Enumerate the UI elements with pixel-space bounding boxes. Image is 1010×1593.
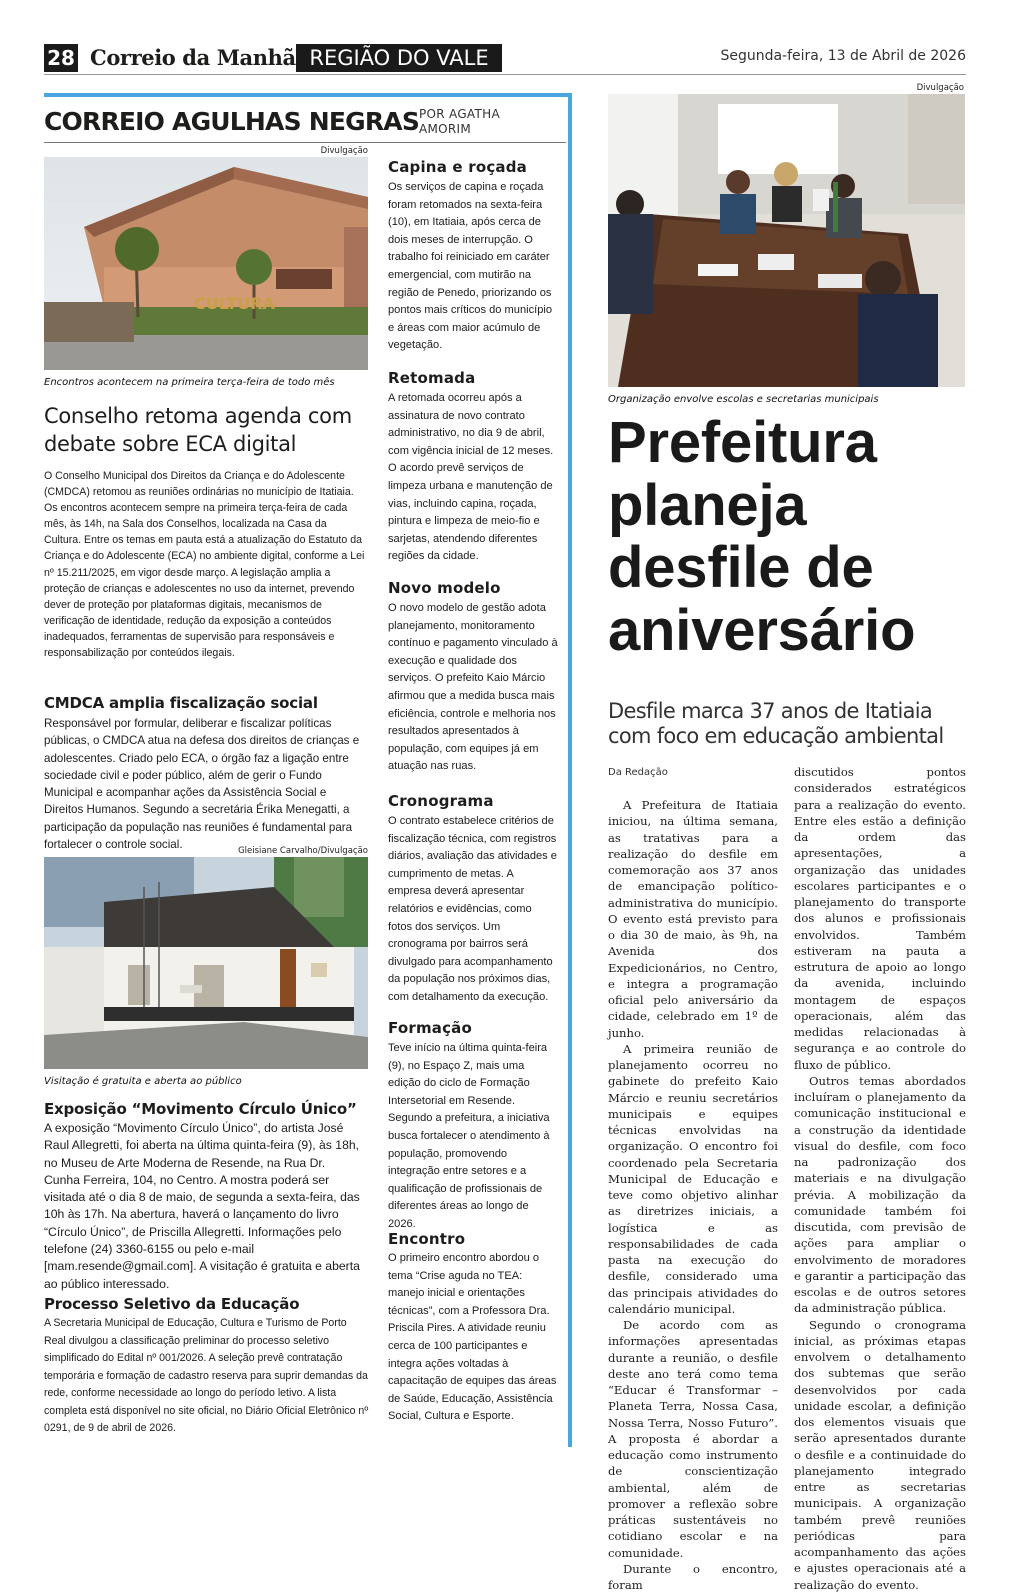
brief-title: Encontro [388,1230,466,1248]
article-body: A exposição “Movimento Círculo Único”, do artista José Raul Allegretti, foi aberta na última quinta-feira (9), às 18h, no Museu de Arte Moderna de Resende, na Rua Dr. Cunha Ferreira, 104, no Centro. A mostra poderá ser visitada até o dia 8 de maio, de segunda a sexta-feira, das 10h às 17h. Na abertura, haverá o lançamento do livro “Círculo Único”, de Priscilla Allegretti. Informações pelo telefone (24) 3360-6155 ou pelo e-mail [mam.resende@gmail.com]. A visitação é gratuita e aberta ao público interessado. [44,1121,360,1291]
brief-body: O contrato estabelece critérios de fiscalização técnica, com registros diários, avaliação das atividades e cumprimento de metas. A empresa deverá apresentar relatórios e evidências, como fotos dos serviços. Um cronograma por bairros será divulgado para acompanhamento da população nos próximos dias, com detalhamento da execução. [388,815,557,1003]
newspaper-name: Correio da Manhã [90,45,296,70]
article-title: Exposição “Movimento Círculo Único” [44,1100,357,1118]
header-divider [44,74,966,75]
brief-body: Os serviços de capina e roçada foram retomados na sexta-feira (10), em Itatiaia, após cerca de dois meses de interrupção. O trabalho foi reiniciado em caráter emergencial, com mutirão na região de Penedo, priorizando os pontos mais críticos do município e áreas com maior acúmulo de vegetação. [388,181,553,352]
issue-date: Segunda-feira, 13 de Abril de 2026 [720,48,966,64]
column-side-bar [568,93,572,1447]
photo-caption: Organização envolve escolas e secretarias municipais [608,394,879,405]
brief-title: Novo modelo [388,579,501,597]
photo-credit: Divulgação [320,146,368,156]
museum-photo [44,857,368,1069]
photo-credit: Divulgação [916,83,964,93]
article-body: O Conselho Municipal dos Direitos da Criança e do Adolescente (CMDCA) retomou as reuniões ordinárias no município de Itatiaia. Os encontros acontecem sempre na primeira terça-feira de cada mês, às 14h, na Sala dos Conselhos, localizada na Casa da Cultura. Entre os temas em pauta está a atualização do Estatuto da Criança e do Adolescente (ECA) no ambiente digital, conforme a Lei nº 15.211/2025, em vigor desde março. A legislação amplia a proteção de crianças e adolescentes no uso da internet, prevendo dever de proteção por plataformas digitais, mecanismos de verificação de identidade, redução da exposição a conteúdos inadequados, ferramentas de supervisão para responsáveis e responsabilização por conteúdos ilegais. [44,470,365,660]
column-top-bar [44,93,572,97]
main-body-col1: A Prefeitura de Itatiaia iniciou, na última semana, as tratativas para a realização do desfile em comemoração aos 37 anos de emancipação político-administrativa do município. O evento está previsto para o dia 30 de maio, às 9h, na Avenida dos Expedicionários, no Centro, e integra a programação oficial pelo aniversário da cidade, celebrado em 1º de junho. A primeira reunião de planejamento ocorreu no gabinete do prefeito Kaio Márcio e reuniu secretários municipais e equipes técnicas envolvidas na organização. O encontro foi coordenado pela Secretaria Municipal de Educação e teve como objetivo alinhar as diretrizes iniciais, a logística e as responsabilidades de cada pasta na execução do desfile, considerado uma das principais atividades do calendário municipal. De acordo com as informações apresentadas durante a reunião, o desfile deste ano terá como tema “Educar é Transformar – Planeta Terra, Nossa Casa, Nossa Terra, Nosso Futuro”. A proposta é abordar a educação como instrumento de conscientização ambiental, além de promover a reflexão sobre práticas sustentáveis no cotidiano escolar e na comunidade. Durante o encontro, foram [608,798,778,1592]
article-body: A Secretaria Municipal de Educação, Cultura e Turismo de Porto Real divulgou a classificação preliminar do processo seletivo simplificado do Edital nº 001/2026. A seleção prevê contratação temporária e formação de cadastro reserva para suprir demandas da rede, conforme necessidade ao longo do período letivo. A lista completa está disponível no site oficial, no Diário Oficial Eletrônico nº 0291, de 9 de abril de 2026. [44,1317,369,1434]
cultura-sign-text: CULTURA [194,294,275,313]
page-number: 28 [44,44,78,72]
main-deck: Desfile marca 37 anos de Itatiaia com foco em educação ambiental [608,699,944,748]
author-byline: Da Redação [608,767,668,778]
brief-body: A retomada ocorreu após a assinatura de novo contrato administrativo, no dia 9 de abril, com vigência inicial de 12 meses. O acordo prevê serviços de limpeza urbana e manutenção de vias, incluindo capina, roçada, pintura e limpeza de meio-fio e sarjetas, atendendo diferentes regiões da cidade. [388,392,554,563]
photo-caption: Visitação é gratuita e aberta ao público [44,1076,242,1087]
brief-body: Teve início na última quinta-feira (9), no Espaço Z, mais uma edição do ciclo de Formação Intersetorial em Resende. Segundo a prefeitura, a iniciativa busca fortalecer o atendimento à população, promovendo integração entre setores e a qualificação de profissionais de diferentes áreas ao longo de 2026. [388,1042,550,1230]
brief-title: Capina e roçada [388,158,528,176]
photo-caption: Encontros acontecem na primeira terça-feira de todo mês [44,377,335,388]
brief-title: Formação [388,1019,473,1037]
column-title: CORREIO AGULHAS NEGRAS [44,107,420,136]
brief-title: Retomada [388,369,476,387]
article-title: Processo Seletivo da Educação [44,1295,300,1313]
meeting-photo [608,94,965,387]
brief-body: O primeiro encontro abordou o tema “Crise aguda no TEA: manejo inicial e orientações técnicas”, com a Professora Dra. Priscila Pires. A atividade reuniu cerca de 100 participantes e integra ações voltadas à capacitação de equipes das áreas de Saúde, Educação, Assistência Social, Cultura e Esporte. [388,1252,557,1423]
page-header [44,44,966,74]
main-headline: Prefeitura planeja desfile de aniversário [608,410,916,663]
main-body-col2: discutidos pontos considerados estratégicos para a realização do evento. Entre eles estão a definição da ordem das apresentações, a organização das unidades escolares participantes e o planejamento do transporte dos alunos e profissionais envolvidos. Também estiveram na pauta a estrutura de apoio ao longo da avenida, incluindo montagem de espaços operacionais, além das medidas relacionadas à segurança e ao controle do fluxo de público. Outros temas abordados incluíram o planejamento da comunicação institucional e a construção da identidade visual do desfile, com foco na padronização dos materiais e na divulgação prévia. A mobilização da comunidade também foi discutida, com previsão de ações para ampliar o envolvimento de moradores e garantir a participação das escolas e de outros setores da administração pública. Segundo o cronograma inicial, as próximas etapas envolvem o detalhamento dos subtemas que serão desenvolvidos por cada unidade escolar, a definição dos elementos visuais que serão apresentados durante o desfile e a continuidade do planejamento integrado entre as secretarias municipais. A organização também prevê reuniões periódicas para acompanhamento das ações e ajustes operacionais até a realização do evento. [794,765,966,1592]
photo-credit: Gleisiane Carvalho/Divulgação [238,846,368,856]
article-subtitle: CMDCA amplia fiscalização social [44,694,318,712]
brief-title: Cronograma [388,792,494,810]
brief-body: O novo modelo de gestão adota planejamento, monitoramento contínuo e pagamento vinculado à execução e qualidade dos serviços. O prefeito Kaio Márcio afirmou que a medida busca mais eficiência, controle e melhoria nos resultados apresentados à população, com equipes já em atuação nas ruas. [388,602,558,773]
casa-da-cultura-photo [44,157,368,370]
section-label: REGIÃO DO VALE [296,44,502,72]
article-body: Responsável por formular, deliberar e fiscalizar políticas públicas, o CMDCA atua na defesa dos direitos de crianças e adolescentes. Criado pelo ECA, o órgão faz a ligação entre sociedade civil e poder público, além de gerir o Fundo Municipal e acompanhar ações da Assistência Social e Direitos Humanos. Segundo a secretária Érika Menegatti, a participação da população nas reuniões é fundamental para fortalecer o controle social. [44,717,360,852]
column-title-divider [44,142,566,143]
article-title: Conselho retoma agenda com debate sobre ECA digital [44,404,352,456]
column-byline: POR AGATHA AMORIM [419,107,500,136]
